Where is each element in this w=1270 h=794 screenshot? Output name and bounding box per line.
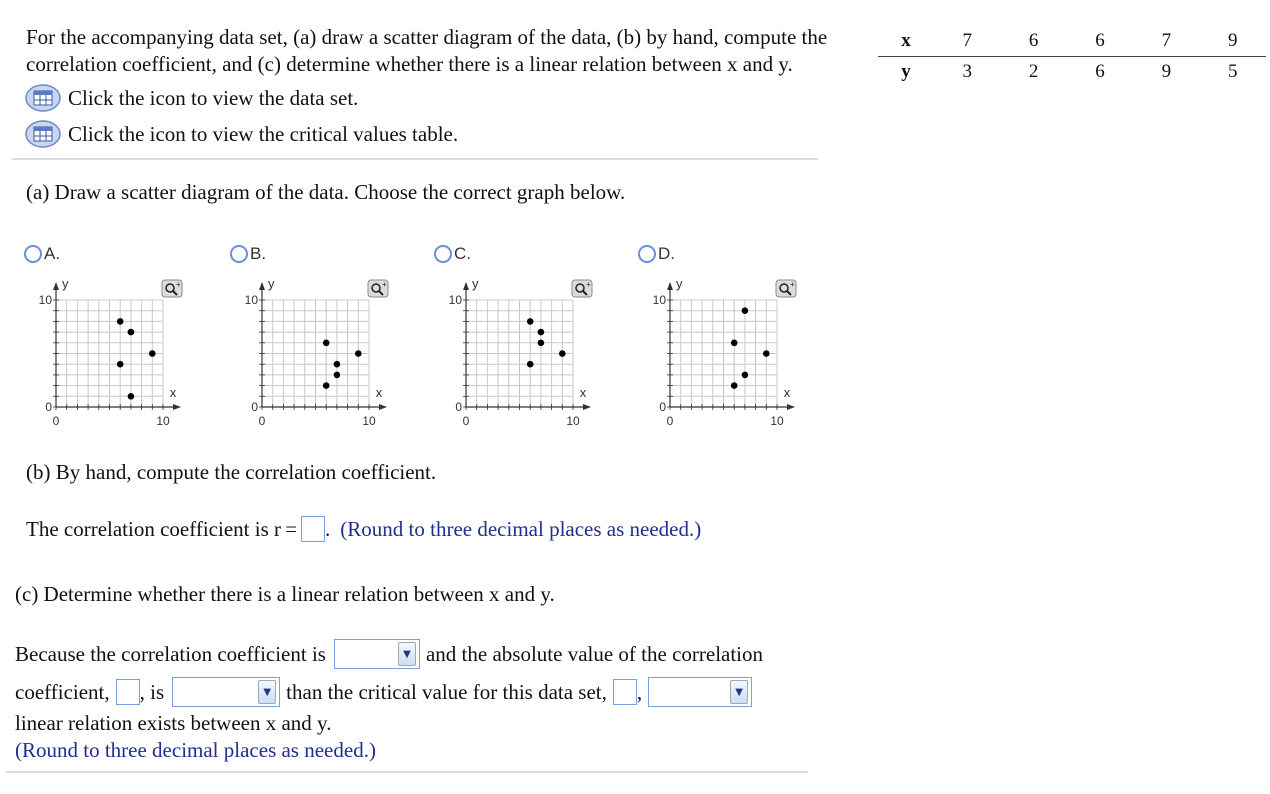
x-tick-label-10: 10 [362,414,376,428]
scatter-point [323,382,330,389]
chevron-down-icon: ▼ [730,680,748,704]
x-axis-arrow [173,404,181,410]
x-value: 7 [934,26,1000,57]
option-label-row [230,244,266,264]
y-tick-label-10: 10 [38,293,52,307]
x-tick-label-10: 10 [566,414,580,428]
divider [12,158,818,160]
x-tick-label-10: 10 [156,414,170,428]
x-value: 9 [1200,26,1266,57]
scatter-point [731,340,738,347]
scatter-point [334,372,341,379]
y-row [878,57,1266,88]
abs-r-input[interactable] [116,679,140,705]
scatter-point [742,372,749,379]
x-tick-label-0: 0 [52,414,60,428]
x-axis-arrow [583,404,591,410]
option-label-row [24,244,60,264]
scatter-plot [24,268,204,448]
y-value: 5 [1228,61,1238,82]
part-c-prompt: (c) Determine whether there is a linear relation between x and y. [15,582,555,606]
part-c-line-1 [15,639,763,669]
y-header: y [901,61,911,82]
x-axis-arrow [379,404,387,410]
critical-values-row [24,119,458,149]
x-tick-label-0: 0 [258,414,266,428]
y-tick-label-10: 10 [652,293,666,307]
part-b-answer-line [26,516,701,542]
y-axis-label: y [472,276,479,291]
y-tick-label-0: 0 [45,400,52,414]
part-b-prompt: (b) By hand, compute the correlation coefficient. [26,460,437,484]
y-axis-arrow [53,282,59,290]
option-radio[interactable] [230,245,248,263]
scatter-point [763,350,770,357]
x-value: 7 [1133,26,1199,57]
scatter-point [355,350,362,357]
x-value: 6 [1000,26,1066,57]
y-value: 3 [962,61,972,82]
answer-prefix: The correlation coefficient is r = [26,516,298,541]
part-c-text: Because the correlation coefficient is [15,641,326,666]
intro-line-2: correlation coefficient, and (c) determine whether there is a linear relation between x and y. [26,52,793,76]
scatter-point [323,340,330,347]
scatter-point [538,329,545,336]
divider [6,771,808,773]
scatter-point [128,393,135,400]
option-label-row [638,244,675,264]
x-axis-label: x [579,385,587,400]
option-radio[interactable] [434,245,452,263]
y-axis-arrow [463,282,469,290]
y-axis-arrow [667,282,673,290]
x-header: x [878,26,934,57]
svg-text:+: + [176,280,181,289]
part-c-text: coefficient, [15,679,110,704]
x-value: 6 [1067,26,1133,57]
scatter-point [742,307,749,314]
chevron-down-icon: ▼ [398,642,416,666]
x-axis-label: x [375,385,383,400]
option-label-row [434,244,471,264]
scatter-option-c[interactable] [434,244,591,428]
critical-values-link-text: Click the icon to view the critical values table. [68,121,459,146]
zoom-icon[interactable] [572,280,592,297]
conclusion-select[interactable] [648,677,752,707]
comparison-select[interactable] [172,677,280,707]
data-set-row [24,83,358,113]
part-b-hint: (Round to three decimal places as needed.) [340,516,702,541]
option-radio[interactable] [24,245,42,263]
option-label: C. [454,244,471,263]
r-answer-input[interactable] [301,516,325,542]
svg-text:+: + [790,280,795,289]
x-row [878,26,1266,57]
intro-line-1: For the accompanying data set, (a) draw a scatter diagram of the data, (b) by hand, compute the [26,25,828,49]
part-c-text: than the critical value for this data set, [286,679,607,704]
scatter-point [538,340,545,347]
scatter-point [117,318,124,325]
zoom-icon[interactable] [162,280,182,297]
x-axis-label: x [783,385,791,400]
y-tick-label-10: 10 [244,293,258,307]
x-axis-arrow [787,404,795,410]
data-set-icon[interactable] [24,83,62,113]
scatter-point [527,318,534,325]
y-value: 9 [1161,61,1172,82]
part-c-text: and the absolute value of the correlation [425,641,764,666]
scatter-point [731,382,738,389]
x-axis-label: x [169,385,177,400]
part-c-text: , [636,679,643,704]
critical-values-icon[interactable] [24,119,62,149]
y-axis-label: y [676,276,683,291]
zoom-icon[interactable] [368,280,388,297]
zoom-icon[interactable] [776,280,796,297]
chevron-down-icon: ▼ [258,680,276,704]
y-tick-label-0: 0 [659,400,666,414]
option-radio[interactable] [638,245,656,263]
y-tick-label-0: 0 [251,400,258,414]
x-tick-label-0: 0 [666,414,674,428]
data-set-link-text: Click the icon to view the data set. [68,85,359,110]
scatter-plot [230,268,410,448]
part-c-hint: (Round to three decimal places as needed.) [15,738,376,762]
correlation-sign-select[interactable] [334,639,420,669]
y-tick-label-0: 0 [455,400,462,414]
scatter-option-a[interactable] [24,244,181,428]
y-axis-label: y [62,276,69,291]
y-tick-label-10: 10 [448,293,462,307]
option-label: A. [44,244,61,263]
y-value: 2 [1028,61,1039,82]
scatter-point [527,361,534,368]
part-c-text: , is [139,679,165,704]
part-a-prompt: (a) Draw a scatter diagram of the data. Choose the correct graph below. [26,180,626,204]
y-axis-arrow [259,282,265,290]
scatter-point [149,350,156,357]
scatter-point [559,350,566,357]
svg-text:+: + [382,280,387,289]
answer-suffix: . [325,516,331,541]
scatter-point [117,361,124,368]
scatter-option-d[interactable] [638,244,795,428]
part-c-line-2 [15,677,752,707]
y-value: 6 [1095,61,1105,82]
question-text [26,24,876,78]
scatter-point [334,361,341,368]
data-table [878,26,1266,87]
option-label: D. [658,244,675,263]
scatter-point [128,329,135,336]
svg-text:+: + [586,280,591,289]
critical-value-input[interactable] [613,679,637,705]
scatter-option-b[interactable] [230,244,387,428]
scatter-plot [638,268,818,448]
x-tick-label-10: 10 [770,414,784,428]
scatter-plot [434,268,614,448]
option-label: B. [250,244,267,263]
part-c-line-3: linear relation exists between x and y. [15,711,332,735]
x-tick-label-0: 0 [462,414,470,428]
y-axis-label: y [268,276,275,291]
